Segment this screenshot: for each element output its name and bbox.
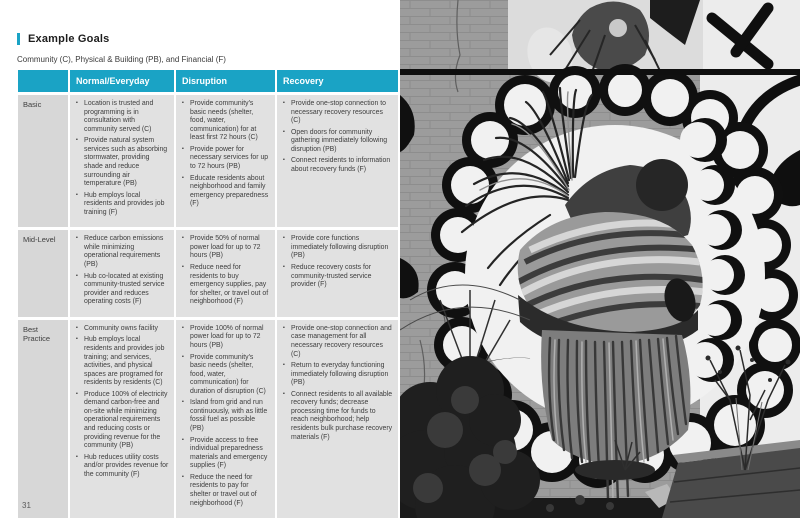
goal-item: ▪ Connect residents to information about recovery funds (F) xyxy=(282,157,393,174)
header-cell-normal: Normal/Everyday xyxy=(70,70,174,92)
goal-list xyxy=(181,235,270,307)
mural-photo xyxy=(400,0,800,518)
goal-item: ▪ Provide core functions immediately following disruption (PB) xyxy=(282,235,393,261)
goal-list xyxy=(75,100,169,217)
row-label-best-practice: Best Practice xyxy=(18,320,68,518)
goal-item: ▪ Connect residents to all available recovery funds; decrease processing time for funds to reach neighborhood; help residents bulk purchase recovery materials (F) xyxy=(282,391,393,442)
goal-item: ▪ Hub reduces utility costs and/or provides revenue for the community (F) xyxy=(75,454,169,480)
header-cell-disruption: Disruption xyxy=(176,70,275,92)
goal-item: ▪ Provide 50% of normal power load for up to 72 hours (PB) xyxy=(181,235,270,261)
cell-best-normal xyxy=(70,320,174,518)
goal-item: ▪ Provide natural system services such as absorbing stormwater, providing shade and reduce surrounding air temperature (PB) xyxy=(75,137,169,188)
goal-item: ▪ Produce 100% of electricity demand carbon-free and on-site while minimizing operational requirements and reducing costs or providing revenue for the community (PB) xyxy=(75,391,169,451)
cell-midlevel-normal xyxy=(70,230,174,317)
cell-midlevel-recovery xyxy=(277,230,398,317)
goal-list xyxy=(282,100,393,175)
cell-basic-recovery xyxy=(277,95,398,227)
table-caption: Community (C), Physical & Building (PB), and Financial (F) xyxy=(17,55,226,64)
cell-best-recovery xyxy=(277,320,398,518)
cell-midlevel-disruption xyxy=(176,230,275,317)
section-header xyxy=(17,33,109,45)
cell-best-disruption xyxy=(176,320,275,518)
cell-basic-disruption xyxy=(176,95,275,227)
goal-item: ▪ Provide community's basic needs (shelter, food, water, communication) for at least first 72 hours (C) xyxy=(181,100,270,143)
goal-item: ▪ Reduce recovery costs for community-trusted service provider (F) xyxy=(282,264,393,290)
goal-item: ▪ Provide one-stop connection to necessary recovery resources (C) xyxy=(282,100,393,126)
cell-basic-normal xyxy=(70,95,174,227)
page-number: 31 xyxy=(22,501,31,510)
example-goals-table xyxy=(18,70,398,518)
goal-list xyxy=(282,235,393,289)
goal-item: ▪ Return to everyday functioning immediately following disruption (PB) xyxy=(282,362,393,388)
header-cell-recovery: Recovery xyxy=(277,70,398,92)
goal-item: ▪ Reduce the need for residents to pay for shelter or travel out of neighborhood (F) xyxy=(181,474,270,508)
row-label-mid-level: Mid-Level xyxy=(18,230,68,317)
header-cell-corner xyxy=(18,70,68,92)
goal-item: ▪ Provide access to free individual preparedness materials and emergency supplies (F) xyxy=(181,437,270,471)
goal-item: ▪ Hub employs local residents and provides job training; and services, activities, and physical spaces are programed for residents by residents (C) xyxy=(75,336,169,387)
wall-seam-line xyxy=(400,69,800,75)
goal-item: ▪ Open doors for community gathering immediately following disruption (PB) xyxy=(282,129,393,155)
accent-bar xyxy=(17,33,20,45)
goal-item: ▪ Provide community's basic needs (shelter, food, water, communication) for duration of disruption (C) xyxy=(181,354,270,397)
goal-list xyxy=(181,100,270,209)
row-label-basic: Basic xyxy=(18,95,68,227)
page-title: Example Goals xyxy=(28,33,110,45)
goal-item: ▪ Reduce need for residents to buy emergency supplies, pay for shelter, or travel out of neighborhood (F) xyxy=(181,264,270,307)
goal-list xyxy=(75,235,169,307)
goal-item: ▪ Location is trusted and programming is in consultation with community served (C) xyxy=(75,100,169,134)
goal-list xyxy=(282,325,393,442)
goal-item: ▪ Educate residents about neighborhood and family emergency preparedness (F) xyxy=(181,175,270,209)
goal-item: ▪ Provide 100% of normal power load for up to 72 hours (PB) xyxy=(181,325,270,351)
goal-item: ▪ Reduce carbon emissions while minimizing operational requirements (PB) xyxy=(75,235,169,269)
goal-item: ▪ Provide power for necessary services for up to 72 hours (PB) xyxy=(181,146,270,172)
goal-list xyxy=(181,325,270,508)
goal-item: ▪ Provide one-stop connection and case management for all necessary recovery resources (C) xyxy=(282,325,393,359)
goal-item: ▪ Hub employs local residents and provides job training (F) xyxy=(75,192,169,218)
goal-item: ▪ Community owns facility xyxy=(75,325,169,334)
goal-item: ▪ Hub co-located at existing community-trusted service provider and reduces operating costs (F) xyxy=(75,273,169,307)
goal-item: ▪ Island from grid and run continuously, with as little fossil fuel as possible (PB) xyxy=(181,399,270,433)
goal-list xyxy=(75,325,169,480)
